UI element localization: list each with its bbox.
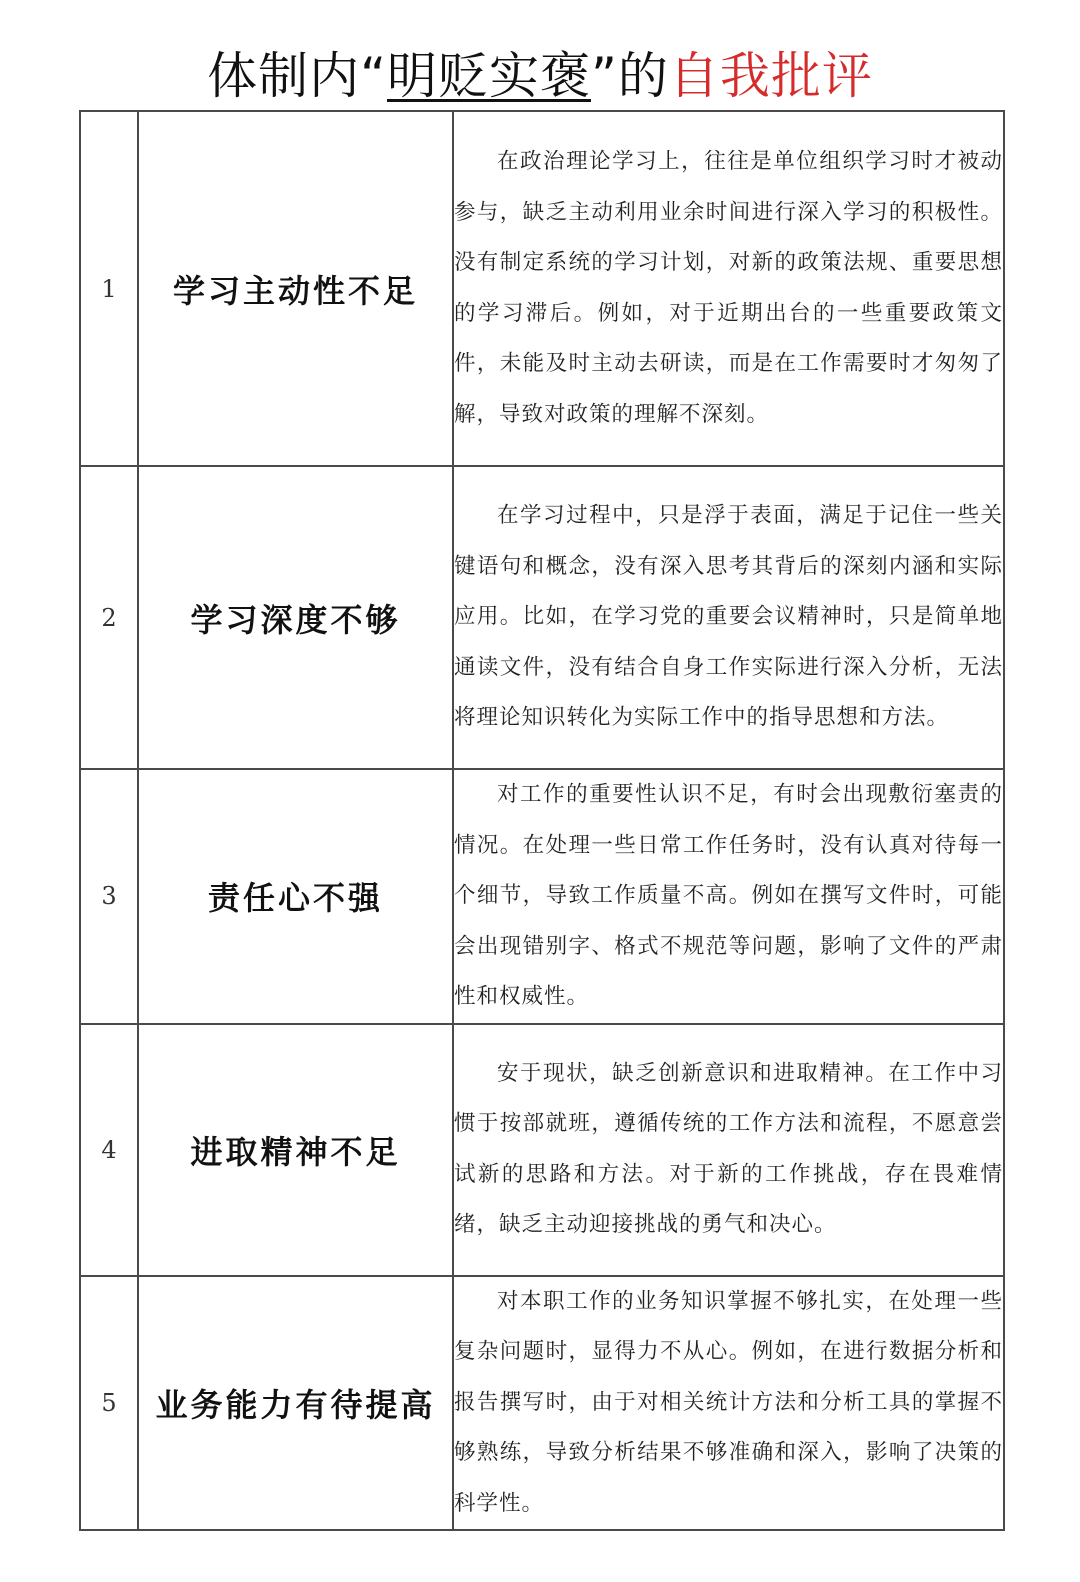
row-topic: 学习主动性不足: [138, 111, 453, 466]
row-description: 安于现状，缺乏创新意识和进取精神。在工作中习惯于按部就班，遵循传统的工作方法和流程，不愿意尝试新的思路和方法。对于新的工作挑战，存在畏难情绪，缺乏主动迎接挑战的勇气和决心。: [453, 1024, 1004, 1276]
row-number: 2: [80, 466, 138, 769]
row-description: 对工作的重要性认识不足，有时会出现敷衍塞责的情况。在处理一些日常工作任务时，没有认真对待每一个细节，导致工作质量不高。例如在撰写文件时，可能会出现错别字、格式不规范等问题，影响了文件的严肃性和权威性。: [453, 769, 1004, 1024]
table-row: [80, 111, 1004, 466]
row-topic: 业务能力有待提高: [138, 1276, 453, 1531]
row-number: 4: [80, 1024, 138, 1276]
row-description: 在学习过程中，只是浮于表面，满足于记住一些关键语句和概念，没有深入思考其背后的深刻内涵和实际应用。比如，在学习党的重要会议精神时，只是简单地通读文件，没有结合自身工作实际进行深入分析，无法将理论知识转化为实际工作中的指导思想和方法。: [453, 466, 1004, 769]
row-number: 3: [80, 769, 138, 1024]
row-topic: 学习深度不够: [138, 466, 453, 769]
row-topic: 责任心不强: [138, 769, 453, 1024]
title-prefix: 体制内“: [207, 47, 387, 105]
title-highlight: 自我批评: [668, 47, 873, 105]
row-number: 5: [80, 1276, 138, 1531]
row-description: 在政治理论学习上，往往是单位组织学习时才被动参与，缺乏主动利用业余时间进行深入学习的积极性。没有制定系统的学习计划，对新的政策法规、重要思想的学习滞后。例如，对于近期出台的一些重要政策文件，未能及时主动去研读，而是在工作需要时才匆匆了解，导致对政策的理解不深刻。: [453, 111, 1004, 466]
table-row: [80, 466, 1004, 769]
row-topic: 进取精神不足: [138, 1024, 453, 1276]
page-title: [0, 44, 1080, 108]
table-row: [80, 1276, 1004, 1531]
table-row: [80, 1024, 1004, 1276]
table-row: [80, 769, 1004, 1024]
title-middle: ”的: [591, 47, 669, 105]
title-underlined-phrase: 明贬实褒: [387, 47, 591, 105]
row-description: 对本职工作的业务知识掌握不够扎实，在处理一些复杂问题时，显得力不从心。例如，在进行数据分析和报告撰写时，由于对相关统计方法和分析工具的掌握不够熟练，导致分析结果不够准确和深入，影响了决策的科学性。: [453, 1276, 1004, 1531]
row-number: 1: [80, 111, 138, 466]
critique-table: [79, 110, 1005, 1531]
